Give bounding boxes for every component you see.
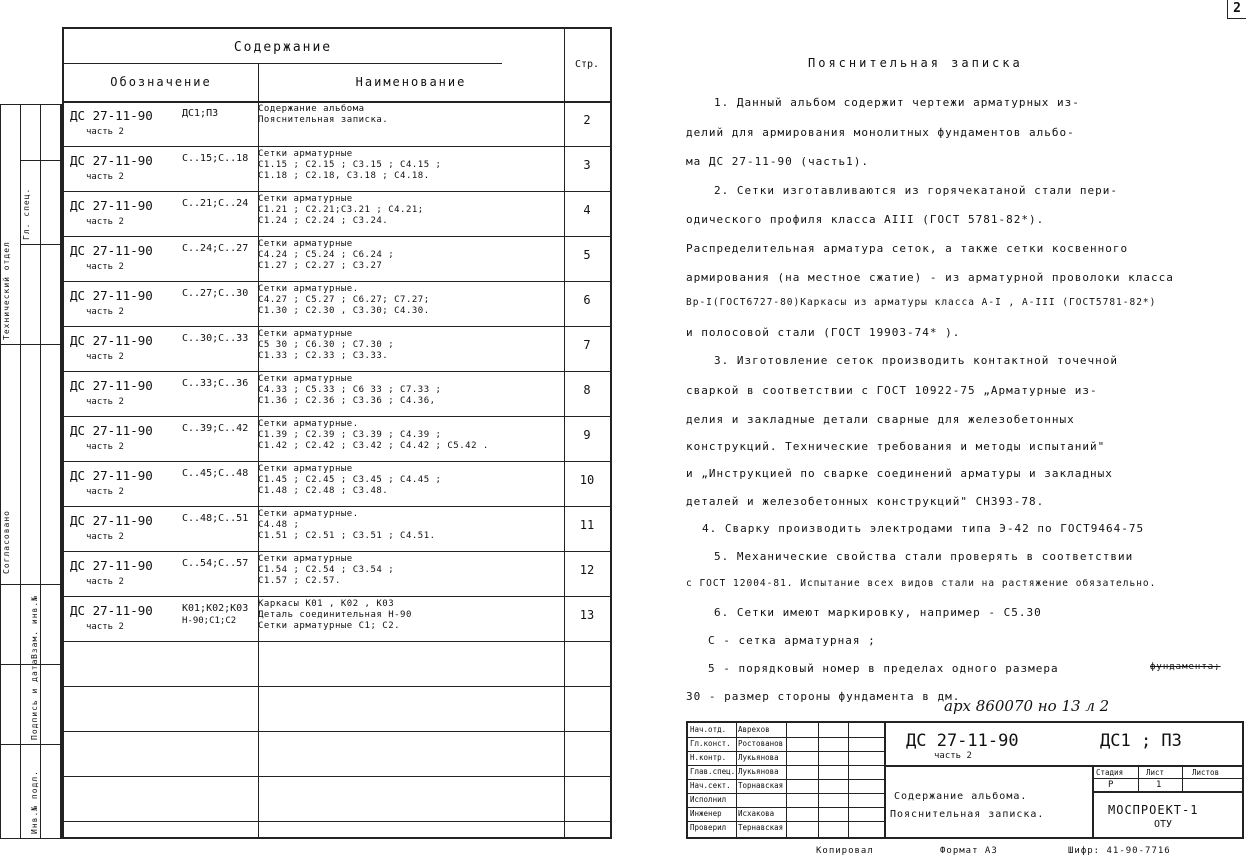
note-line: делия и закладные детали сварные для железобетонных — [686, 413, 1075, 426]
row-part: часть 2 — [86, 577, 124, 587]
row-name-line: Содержание альбома — [258, 104, 365, 114]
row-name-line: Сетки арматурные — [258, 329, 353, 339]
row-name-line: С1.15 ; С2.15 ; С3.15 ; С4.15 ; — [258, 160, 442, 170]
row-name-line: Сетки арматурные. — [258, 284, 359, 294]
row-name-line: Пояснительная записка. — [258, 115, 389, 125]
row-name-line: С1.24 ; С2.24 ; С3.24. — [258, 216, 389, 226]
role-label: Проверил — [690, 823, 727, 832]
sheet-value: 1 — [1156, 780, 1162, 790]
row-sheet: С..15;С..18 — [182, 153, 249, 164]
note-line: 4. Сварку производить электродами типа Э-42 по ГОСТ9464-75 — [702, 522, 1145, 535]
contents-table — [62, 27, 612, 839]
role-label: Нач.сект. — [690, 781, 731, 790]
table-row — [64, 596, 610, 642]
row-code: ДС 27-11-90 — [70, 198, 153, 213]
role-label: Исполнил — [690, 795, 727, 804]
note-title: Пояснительная записка — [808, 56, 1023, 70]
row-sheet: С..45;С..48 — [182, 468, 249, 479]
row-code: ДС 27-11-90 — [70, 378, 153, 393]
row-name-line: С1.27 ; С2.27 ; С3.27 — [258, 261, 383, 271]
row-name-line: Сетки арматурные. — [258, 419, 359, 429]
row-code: ДС 27-11-90 — [70, 243, 153, 258]
row-name-line: С1.51 ; С2.51 ; С3.51 ; С4.51. — [258, 531, 436, 541]
margin-tech-dept: Технический отдел — [2, 241, 11, 340]
person-name: Ростованов — [738, 739, 784, 748]
doc-part: часть 2 — [934, 751, 972, 761]
note-line: 2. Сетки изготавливаются из горячекатаной стали пери- — [714, 184, 1118, 197]
margin-gl-spec: Гл. спец. — [22, 187, 31, 240]
row-name-line: С1.21 ; С2.21;С3.21 ; С4.21; — [258, 205, 424, 215]
person-name: Исхакова — [738, 809, 775, 818]
row-part: часть 2 — [86, 532, 124, 542]
row-name — [258, 554, 558, 587]
row-sheet: С..54;С..57 — [182, 558, 249, 569]
row-name — [258, 509, 558, 542]
sheet-number: 2 — [1227, 0, 1246, 19]
row-name-line: С1.48 ; С2.48 ; С3.48. — [258, 486, 389, 496]
row-name — [258, 329, 558, 362]
table-row — [64, 371, 610, 417]
empty-row — [64, 731, 610, 777]
role-label: Нач.отд. — [690, 725, 727, 734]
row-page: 2 — [583, 113, 591, 127]
row-name — [258, 284, 558, 317]
empty-row — [64, 776, 610, 822]
row-sheet: С..39;С..42 — [182, 423, 249, 434]
row-code: ДС 27-11-90 — [70, 468, 153, 483]
footer-format: Формат А3 — [940, 846, 998, 856]
table-row — [64, 101, 610, 147]
row-sheet: С..21;С..24 — [182, 198, 249, 209]
row-name-line: Сетки арматурные С1; С2. — [258, 621, 401, 631]
stage-value: Р — [1108, 780, 1114, 790]
empty-row — [64, 686, 610, 732]
note-line: Распределительная арматура сеток, а также сетки косвенного — [686, 242, 1129, 255]
row-name — [258, 464, 558, 497]
note-line: с ГОСТ 12004-81. Испытание всех видов стали на растяжение обязательно. — [686, 578, 1157, 589]
table-row — [64, 461, 610, 507]
note-line: деталей и железобетонных конструкций" СН393-78. — [686, 495, 1045, 508]
row-name-line: Сетки арматурные — [258, 149, 353, 159]
row-page: 13 — [579, 608, 595, 622]
doc-code: ДС 27-11-90 — [906, 731, 1019, 751]
sheet-label: Лист — [1146, 768, 1165, 777]
row-name-line: С1.42 ; С2.42 ; С3.42 ; С4.42 ; С5.42 . — [258, 441, 489, 451]
col-name-header: Наименование — [258, 63, 564, 103]
footer-copied: Копировал — [816, 846, 874, 856]
row-name-line: Сетки арматурные — [258, 464, 353, 474]
row-part: часть 2 — [86, 127, 124, 137]
row-code: ДС 27-11-90 — [70, 513, 153, 528]
row-name-line: С1.30 ; С2.30 , С3.30; С4.30. — [258, 306, 430, 316]
margin-replaced-inv: Взам. инв.№ — [30, 595, 39, 659]
margin-agreed: Согласовано — [2, 510, 11, 574]
role-label: Н.контр. — [690, 753, 727, 762]
row-part: часть 2 — [86, 487, 124, 497]
doc-sheet: ДС1 ; ПЗ — [1100, 731, 1182, 751]
row-name-line: Сетки арматурные. — [258, 509, 359, 519]
row-name-line: С4.33 ; С5.33 ; С6 33 ; С7.33 ; — [258, 385, 442, 395]
row-name-line: С1.54 ; С2.54 ; С3.54 ; — [258, 565, 395, 575]
note-line: ма ДС 27-11-90 (часть1). — [686, 155, 869, 168]
row-name-line: С1.18 ; С2.18, С3.18 ; С4.18. — [258, 171, 430, 181]
row-code: ДС 27-11-90 — [70, 423, 153, 438]
row-part: часть 2 — [86, 442, 124, 452]
stage-label: Стадия — [1096, 768, 1124, 777]
row-code: ДС 27-11-90 — [70, 333, 153, 348]
margin-sign-date: Подпись и дата — [30, 658, 39, 740]
col-designation-header: Обозначение — [64, 63, 258, 103]
contents-title: Содержание — [64, 29, 502, 64]
note-line: конструкций. Технические требования и методы испытаний" — [686, 440, 1106, 453]
struck-word: фундамента; — [1150, 662, 1221, 672]
title-block — [686, 721, 1244, 839]
row-part: часть 2 — [86, 217, 124, 227]
table-row — [64, 191, 610, 237]
row-name-line: Деталь соединительная Н-90 — [258, 610, 412, 620]
row-name-line: С1.57 ; С2.57. — [258, 576, 341, 586]
row-page: 11 — [579, 518, 595, 532]
row-code: ДС 27-11-90 — [70, 288, 153, 303]
table-row — [64, 416, 610, 462]
margin-inv-orig: Инв.№ подл. — [30, 770, 39, 834]
row-sheet: С..27;С..30 — [182, 288, 249, 299]
row-part: часть 2 — [86, 352, 124, 362]
note-line: сваркой в соответствии с ГОСТ 10922-75 „Арматурные из- — [686, 384, 1098, 397]
row-name-line: С4.27 ; С5.27 ; С6.27; С7.27; — [258, 295, 430, 305]
table-row — [64, 551, 610, 597]
row-name-line: С1.36 ; С2.36 ; С3.36 ; С4.36, — [258, 396, 436, 406]
note-line: делий для армирования монолитных фундаментов альбо- — [686, 126, 1075, 139]
row-page: 10 — [579, 473, 595, 487]
sheets-label: Листов — [1192, 768, 1220, 777]
row-sheet: С..30;С..33 — [182, 333, 249, 344]
row-sheet: ДС1;ПЗ — [182, 108, 219, 119]
note-line: 6. Сетки имеют маркировку, например - С5.30 — [714, 606, 1042, 619]
archive-handwritten-note: арх 860070 но 13 л 2 — [944, 697, 1110, 715]
table-row — [64, 146, 610, 192]
table-row — [64, 281, 610, 327]
row-name-line: С1.45 ; С2.45 ; С3.45 ; С4.45 ; — [258, 475, 442, 485]
row-code: ДС 27-11-90 — [70, 558, 153, 573]
row-code: ДС 27-11-90 — [70, 108, 153, 123]
note-line: 30 - размер стороны фундамента в дм. — [686, 690, 961, 703]
row-code: ДС 27-11-90 — [70, 153, 153, 168]
table-row — [64, 506, 610, 552]
row-page: 5 — [583, 248, 591, 262]
row-page: 6 — [583, 293, 591, 307]
role-label: Инженер — [690, 809, 722, 818]
row-part: часть 2 — [86, 307, 124, 317]
empty-row — [64, 641, 610, 687]
row-part: часть 2 — [86, 397, 124, 407]
row-name-line: С4.48 ; — [258, 520, 300, 530]
row-name-line: С4.24 ; С5.24 ; С6.24 ; — [258, 250, 395, 260]
note-line: 3. Изготовление сеток производить контактной точечной — [714, 354, 1118, 367]
row-name — [258, 599, 558, 632]
row-page: 3 — [583, 158, 591, 172]
row-name-line: Каркасы К01 , К02 , К03 — [258, 599, 395, 609]
row-name-line: Сетки арматурные — [258, 554, 353, 564]
row-page: 12 — [579, 563, 595, 577]
row-sheet-extra: Н-90;С1;С2 — [182, 616, 237, 626]
row-part: часть 2 — [86, 262, 124, 272]
person-name: Лукьянова — [738, 753, 779, 762]
note-line: 5 - порядковый номер в пределах одного размера — [708, 662, 1059, 675]
note-line: 5. Механические свойства стали проверять в соответствии — [714, 550, 1134, 563]
row-name-line: Сетки арматурные — [258, 194, 353, 204]
row-name — [258, 239, 558, 272]
role-label: Гл.конст. — [690, 739, 731, 748]
row-part: часть 2 — [86, 622, 124, 632]
row-part: часть 2 — [86, 172, 124, 182]
table-row — [64, 326, 610, 372]
row-sheet: К01;К02;К03 — [182, 603, 249, 614]
row-name-line: Сетки арматурные — [258, 239, 353, 249]
role-label: Глав.спец. — [690, 767, 736, 776]
person-name: Торнавская — [738, 781, 784, 790]
row-name-line: С1.33 ; С2.33 ; С3.33. — [258, 351, 389, 361]
note-line: С - сетка арматурная ; — [708, 634, 876, 647]
row-name — [258, 374, 558, 407]
note-line: и полосовой стали (ГОСТ 19903-74* ). — [686, 326, 961, 339]
table-row — [64, 236, 610, 282]
row-name — [258, 104, 558, 126]
col-page-header: Стр. — [564, 29, 610, 103]
note-line: армирования (на местное сжатие) - из арматурной проволоки класса — [686, 271, 1174, 284]
org-name: МОСПРОЕКТ-1 — [1108, 803, 1199, 817]
row-name-line: Сетки арматурные — [258, 374, 353, 384]
person-name: Лукьянова — [738, 767, 779, 776]
row-name — [258, 194, 558, 227]
row-sheet: С..33;С..36 — [182, 378, 249, 389]
note-line: одического профиля класса АIII (ГОСТ 5781-82*). — [686, 213, 1045, 226]
doc-title-2: Пояснительная записка. — [890, 809, 1045, 820]
row-name — [258, 419, 558, 452]
row-name-line: С5 30 ; С6.30 ; С7.30 ; — [258, 340, 395, 350]
org-unit: ОТУ — [1154, 819, 1173, 830]
person-name: Аврехов — [738, 725, 770, 734]
footer-cipher: Шифр: 41-90-7716 — [1068, 846, 1171, 856]
note-line: 1. Данный альбом содержит чертежи арматурных из- — [714, 96, 1080, 109]
left-margin-stamp — [0, 104, 62, 839]
note-line: Вр-I(ГОСТ6727-80)Каркасы из арматуры класса А-I , А-III (ГОСТ5781-82*) — [686, 297, 1157, 308]
row-page: 8 — [583, 383, 591, 397]
row-name-line: С1.39 ; С2.39 ; С3.39 ; С4.39 ; — [258, 430, 442, 440]
row-name — [258, 149, 558, 182]
row-code: ДС 27-11-90 — [70, 603, 153, 618]
note-line: и „Инструкцией по сварке соединений арматуры и закладных — [686, 467, 1113, 480]
row-sheet: С..48;С..51 — [182, 513, 249, 524]
row-page: 9 — [583, 428, 591, 442]
doc-title-1: Содержание альбома. — [894, 791, 1028, 802]
row-page: 4 — [583, 203, 591, 217]
person-name: Тернавская — [738, 823, 784, 832]
row-page: 7 — [583, 338, 591, 352]
row-sheet: С..24;С..27 — [182, 243, 249, 254]
